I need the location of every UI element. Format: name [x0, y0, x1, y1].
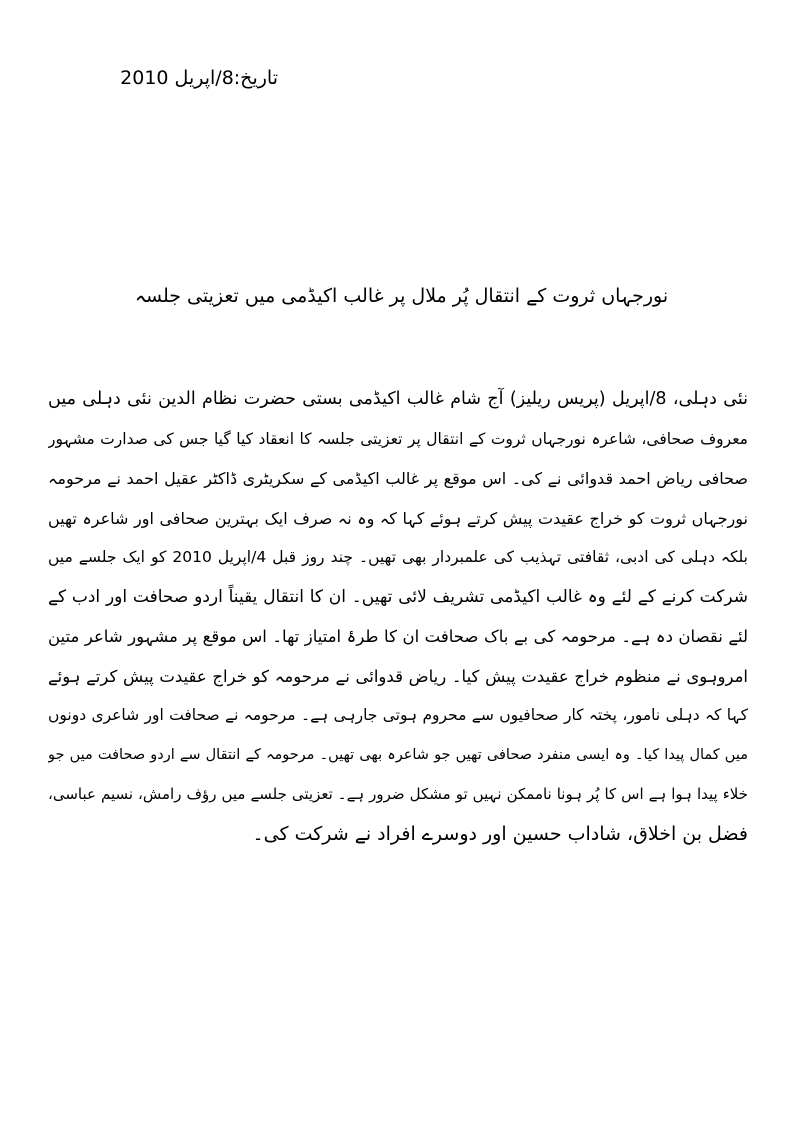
body-line: نئی دہلی، 8/اپریل (پریس ریلیز) آج شام غالب اکیڈمی بستی حضرت نظام الدین نئی دہلی میں — [48, 389, 748, 409]
date-line: تاریخ:8/اپریل 2010 — [120, 67, 278, 89]
body-line: امروہوی نے منظوم خراج عقیدت پیش کیا۔ ریاض قدوائی نے مرحومہ کو خراج عقیدت پیش کرتے ہوئے — [48, 666, 748, 686]
body-line: شرکت کرنے کے لئے وہ غالب اکیڈمی تشریف لائی تھیں۔ ان کا انتقال یقیناً اردو صحافت اور ادب کے — [48, 586, 748, 607]
document-title: نورجہاں ثروت کے انتقال پُر ملال پر غالب اکیڈمی میں تعزیتی جلسہ — [134, 285, 669, 307]
body-line: کہا کہ دہلی نامور، پختہ کار صحافیوں سے محروم ہوتی جارہی ہے۔ مرحومہ نے صحافت اور شاعری دونوں — [48, 706, 748, 724]
body-line: معروف صحافی، شاعرہ نورجہاں ثروت کے انتقال پر تعزیتی جلسہ کا انعقاد کیا گیا جس کی صدارت مشہور — [48, 429, 748, 448]
body-line: میں کمال پیدا کیا۔ وہ ایسی منفرد صحافی تھیں جو شاعرہ بھی تھیں۔ مرحومہ کے انتقال سے اردو صحافت میں جو — [48, 746, 748, 763]
body-line: نورجہاں ثروت کو خراج عقیدت پیش کرتے ہوئے کہا کہ وہ نہ صرف ایک بہترین صحافی اور شاعرہ تھیں — [48, 508, 748, 528]
body-line: فضل بن اخلاق، شاداب حسین اور دوسرے افراد نے شرکت کی۔ — [252, 822, 748, 845]
body-line: صحافی ریاض احمد قدوائی نے کی۔ اس موقع پر غالب اکیڈمی کے سکریٹری ڈاکٹر عقیل احمد نے مرحومہ — [48, 469, 748, 488]
body-text — [48, 380, 748, 854]
body-line: خلاء پیدا ہوا ہے اس کا پُر ہونا ناممکن نہیں تو مشکل ضرور ہے۔ تعزیتی جلسے میں رؤف رامش، نسیم عباسی، — [48, 785, 748, 803]
body-line: لئے نقصان دہ ہے۔ مرحومہ کی بے باک صحافت ان کا طرۂ امتیاز تھا۔ اس موقع پر مشہور شاعر متین — [48, 627, 748, 646]
body-line: بلکہ دہلی کی ادبی، ثقافتی تہذیب کی علمبردار بھی تھیں۔ چند روز قبل 4/اپریل 2010 کو ایک جلسے میں — [48, 548, 748, 566]
